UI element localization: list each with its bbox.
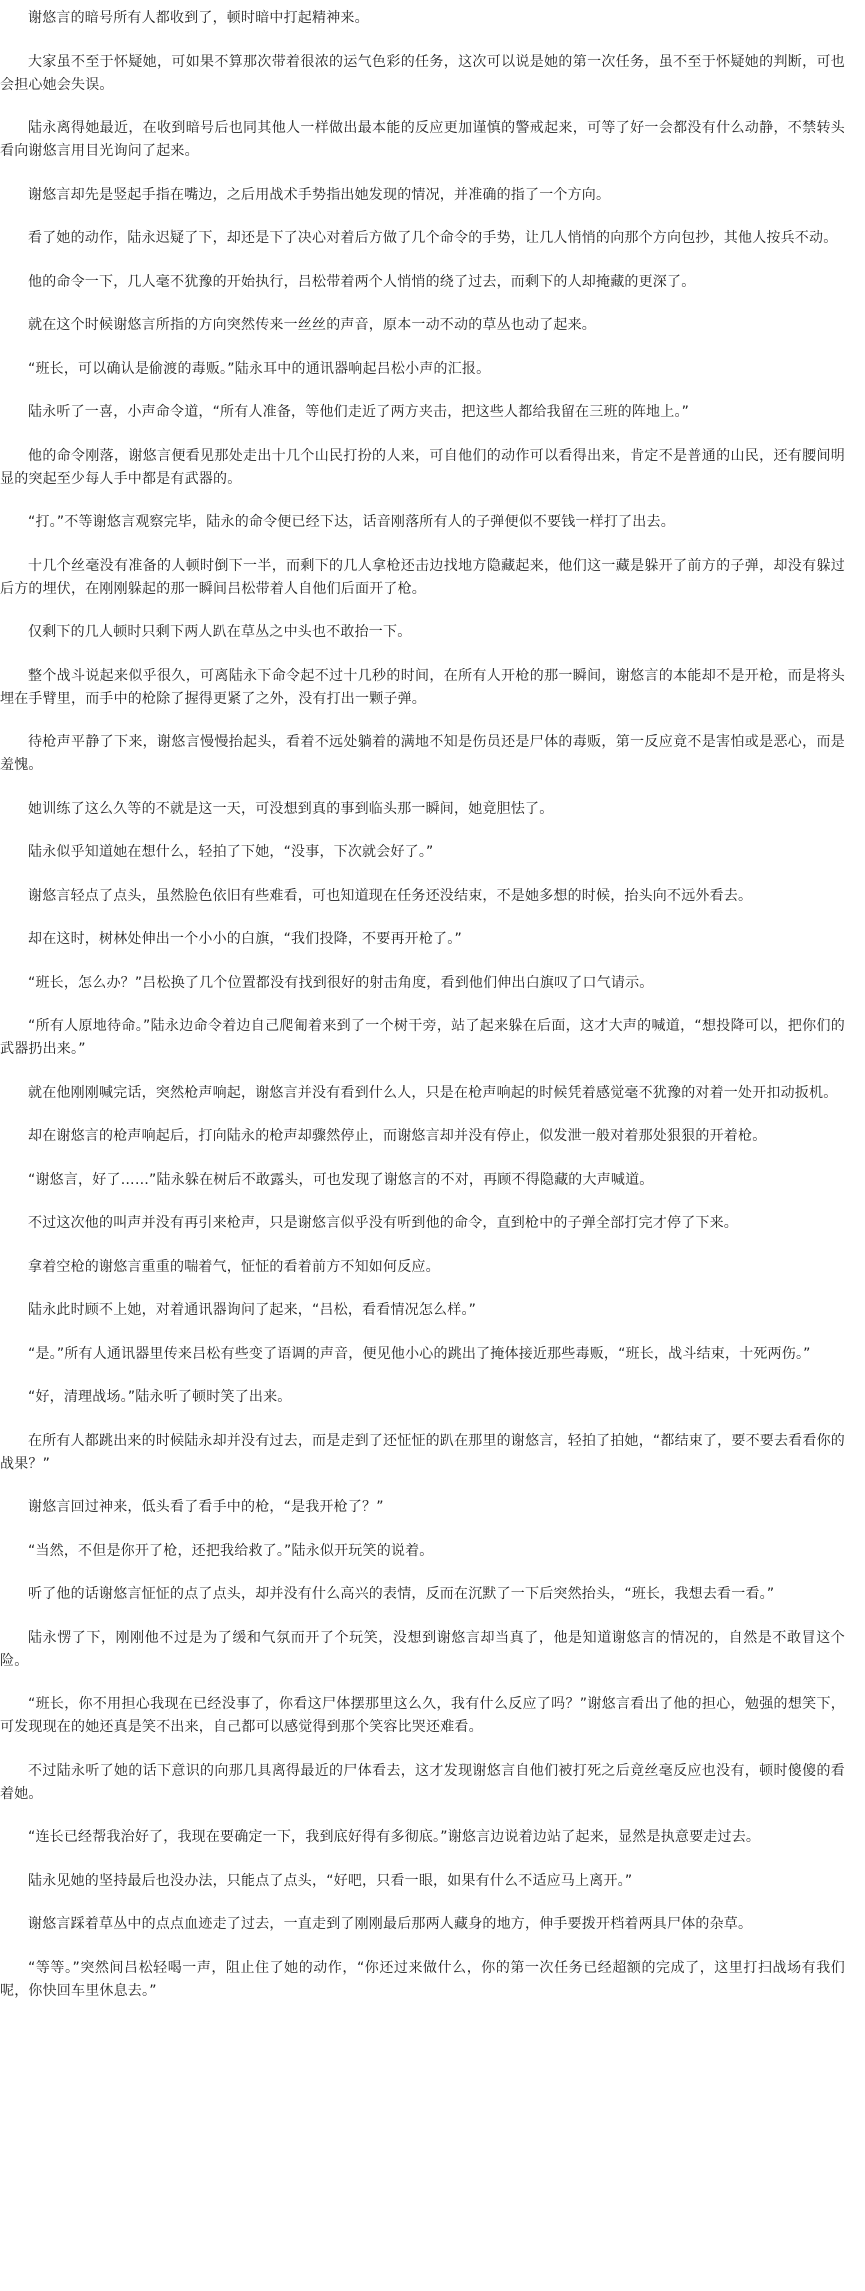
paragraph: “当然，不但是你开了枪，还把我给救了。”陆永似开玩笑的说着。 <box>28 1542 434 1559</box>
paragraph: 却在谢悠言的枪声响起后，打向陆永的枪声却骤然停止，而谢悠言却并没有停止，似发泄一般对着那处狠狠的开着枪。 <box>28 1128 767 1144</box>
paragraph: 陆永见她的坚持最后也没办法，只能点了点头，“好吧，只看一眼，如果有什么不适应马上离开。” <box>28 1872 633 1889</box>
paragraph: “所有人原地待命。”陆永边命令着边自己爬匍着来到了一个树干旁，站了起来躲在后面，这才大声的喊道，“想投降可以，把你们的武器扔出来。” <box>0 1018 845 1057</box>
paragraph: 不过这次他的叫声并没有再引来枪声，只是谢悠言似乎没有听到他的命令，直到枪中的子弹全部打完才停了下来。 <box>28 1215 738 1231</box>
paragraph: 谢悠言却先是竖起手指在嘴边，之后用战术手势指出她发现的情况，并准确的指了一个方向。 <box>28 186 611 203</box>
paragraph: “是。”所有人通讯器里传来吕松有些变了语调的声音，便见他小心的跳出了掩体接近那些毒贩，“班长，战斗结束，十死两伤。” <box>28 1345 811 1362</box>
paragraph: “班长，可以确认是偷渡的毒贩。”陆永耳中的通讯器响起吕松小声的汇报。 <box>28 360 491 377</box>
paragraph: 看了她的动作，陆永迟疑了下，却还是下了决心对着后方做了几个命令的手势，让几人悄悄的向那个方向包抄，其他人按兵不动。 <box>28 230 838 246</box>
paragraph: 仅剩下的几人顿时只剩下两人趴在草丛之中头也不敢抬一下。 <box>28 624 412 640</box>
paragraph: 待枪声平静了下来，谢悠言慢慢抬起头，看着不远处躺着的满地不知是伤员还是尸体的毒贩，第一反应竟不是害怕或是恶心，而是羞愧。 <box>0 734 845 773</box>
paragraph: 他的命令刚落，谢悠言便看见那处走出十几个山民打扮的人来，可自他们的动作可以看得出来，肯定不是普通的山民，还有腰间明显的突起至少每人手中都是有武器的。 <box>0 447 845 487</box>
paragraph: 陆永似乎知道她在想什么，轻拍了下她，“没事，下次就会好了。” <box>28 844 434 860</box>
paragraph: 却在这时，树林处伸出一个小小的白旗，“我们投降，不要再开枪了。” <box>28 931 462 947</box>
paragraph: “好，清理战场。”陆永听了顿时笑了出来。 <box>28 1389 292 1405</box>
paragraph: 整个战斗说起来似乎很久，可离陆永下命令起不过十几秒的时间，在所有人开枪的那一瞬间，谢悠言的本能却不是开枪，而是将头埋在手臂里，而手中的枪除了握得更紧了之外，没有打出一颗子弹。 <box>0 667 845 707</box>
paragraph: 他的命令一下，几人毫不犹豫的开始执行，吕松带着两个人悄悄的绕了过去，而剩下的人却掩藏的更深了。 <box>28 273 696 290</box>
paragraph: 谢悠言轻点了点头，虽然脸色依旧有些难看，可也知道现在任务还没结束，不是她多想的时候，抬头向不远外看去。 <box>28 887 753 904</box>
paragraph: 陆永此时顾不上她，对着通讯器询问了起来，“吕松，看看情况怎么样。” <box>28 1302 477 1318</box>
paragraph: 谢悠言的暗号所有人都收到了，顿时暗中打起精神来。 <box>28 10 369 26</box>
paragraph: “打。”不等谢悠言观察完毕，陆永的命令便已经下达，话音刚落所有人的子弹便似不要钱一样打了出去。 <box>28 514 675 530</box>
paragraph: 陆永离得她最近，在收到暗号后也同其他人一样做出最本能的反应更加谨慎的警戒起来，可等了好一会都没有什么动静，不禁转头看向谢悠言用目光询问了起来。 <box>0 120 845 159</box>
paragraph: 她训练了这么久等的不就是这一天，可没想到真的事到临头那一瞬间，她竟胆怯了。 <box>28 800 554 817</box>
paragraph: “连长已经帮我治好了，我现在要确定一下，我到底好得有多彻底。”谢悠言边说着边站了起来，显然是执意要走过去。 <box>28 1829 761 1845</box>
paragraph: 大家虽不至于怀疑她，可如果不算那次带着很浓的运气色彩的任务，这次可以说是她的第一次任务，虽不至于怀疑她的判断，可也会担心她会失误。 <box>0 53 845 93</box>
paragraph: 谢悠言回过神来，低头看了看手中的枪，“是我开枪了？” <box>28 1499 384 1515</box>
paragraph: 不过陆永听了她的话下意识的向那几具离得最近的尸体看去，这才发现谢悠言自他们被打死之后竟丝毫反应也没有，顿时傻傻的看着她。 <box>0 1762 845 1802</box>
paragraph: 就在这个时候谢悠言所指的方向突然传来一丝丝的声音，原本一动不动的草丛也动了起来。 <box>28 317 596 333</box>
paragraph: 陆永愣了下，刚刚他不过是为了缓和气氛而开了个玩笑，没想到谢悠言却当真了，他是知道谢悠言的情况的，自然是不敢冒这个险。 <box>0 1629 845 1669</box>
paragraph: 谢悠言踩着草丛中的点点血迹走了过去，一直走到了刚刚最后那两人藏身的地方，伸手要拨开档着两具尸体的杂草。 <box>28 1916 753 1932</box>
paragraph: “等等。”突然间吕松轻喝一声，阻止住了她的动作，“你还过来做什么，你的第一次任务已经超额的完成了，这里打扫战场有我们呢，你快回车里休息去。” <box>0 1959 845 1999</box>
paragraph: 就在他刚刚喊完话，突然枪声响起，谢悠言并没有看到什么人，只是在枪声响起的时候凭着感觉毫不犹豫的对着一处开扣动扳机。 <box>28 1084 838 1101</box>
paragraph: 听了他的话谢悠言怔怔的点了点头，却并没有什么高兴的表情，反而在沉默了一下后突然抬头，“班长，我想去看一看。” <box>28 1586 775 1602</box>
paragraph: 在所有人都跳出来的时候陆永却并没有过去，而是走到了还怔怔的趴在那里的谢悠言，轻拍了拍她，“都结束了，要不要去看看你的战果？” <box>0 1432 845 1472</box>
paragraph: “班长，怎么办？”吕松换了几个位置都没有找到很好的射击角度，看到他们伸出白旗叹了口气请示。 <box>28 974 654 991</box>
paragraph: “班长，你不用担心我现在已经没事了，你看这尸体摆那里这么久，我有什么反应了吗？”谢悠言看出了他的担心，勉强的想笑下，可发现现在的她还真是笑不出来，自己都可以感觉得到那个笑容比哭还难看。 <box>0 1696 845 1735</box>
paragraph: “谢悠言，好了……”陆永躲在树后不敢露头，可也发现了谢悠言的不对，再顾不得隐藏的大声喊道。 <box>28 1171 654 1188</box>
paragraph: 陆永听了一喜，小声命令道，“所有人准备，等他们走近了两方夹击，把这些人都给我留在三班的阵地上。” <box>28 404 690 420</box>
paragraph: 十几个丝毫没有准备的人顿时倒下一半，而剩下的几人拿枪还击边找地方隐藏起来，他们这一藏是躲开了前方的子弹，却没有躲过后方的埋伏，在刚刚躲起的那一瞬间吕松带着人自他们后面开了枪。 <box>0 557 845 597</box>
paragraph: 拿着空枪的谢悠言重重的喘着气，怔怔的看着前方不知如何反应。 <box>28 1258 440 1275</box>
